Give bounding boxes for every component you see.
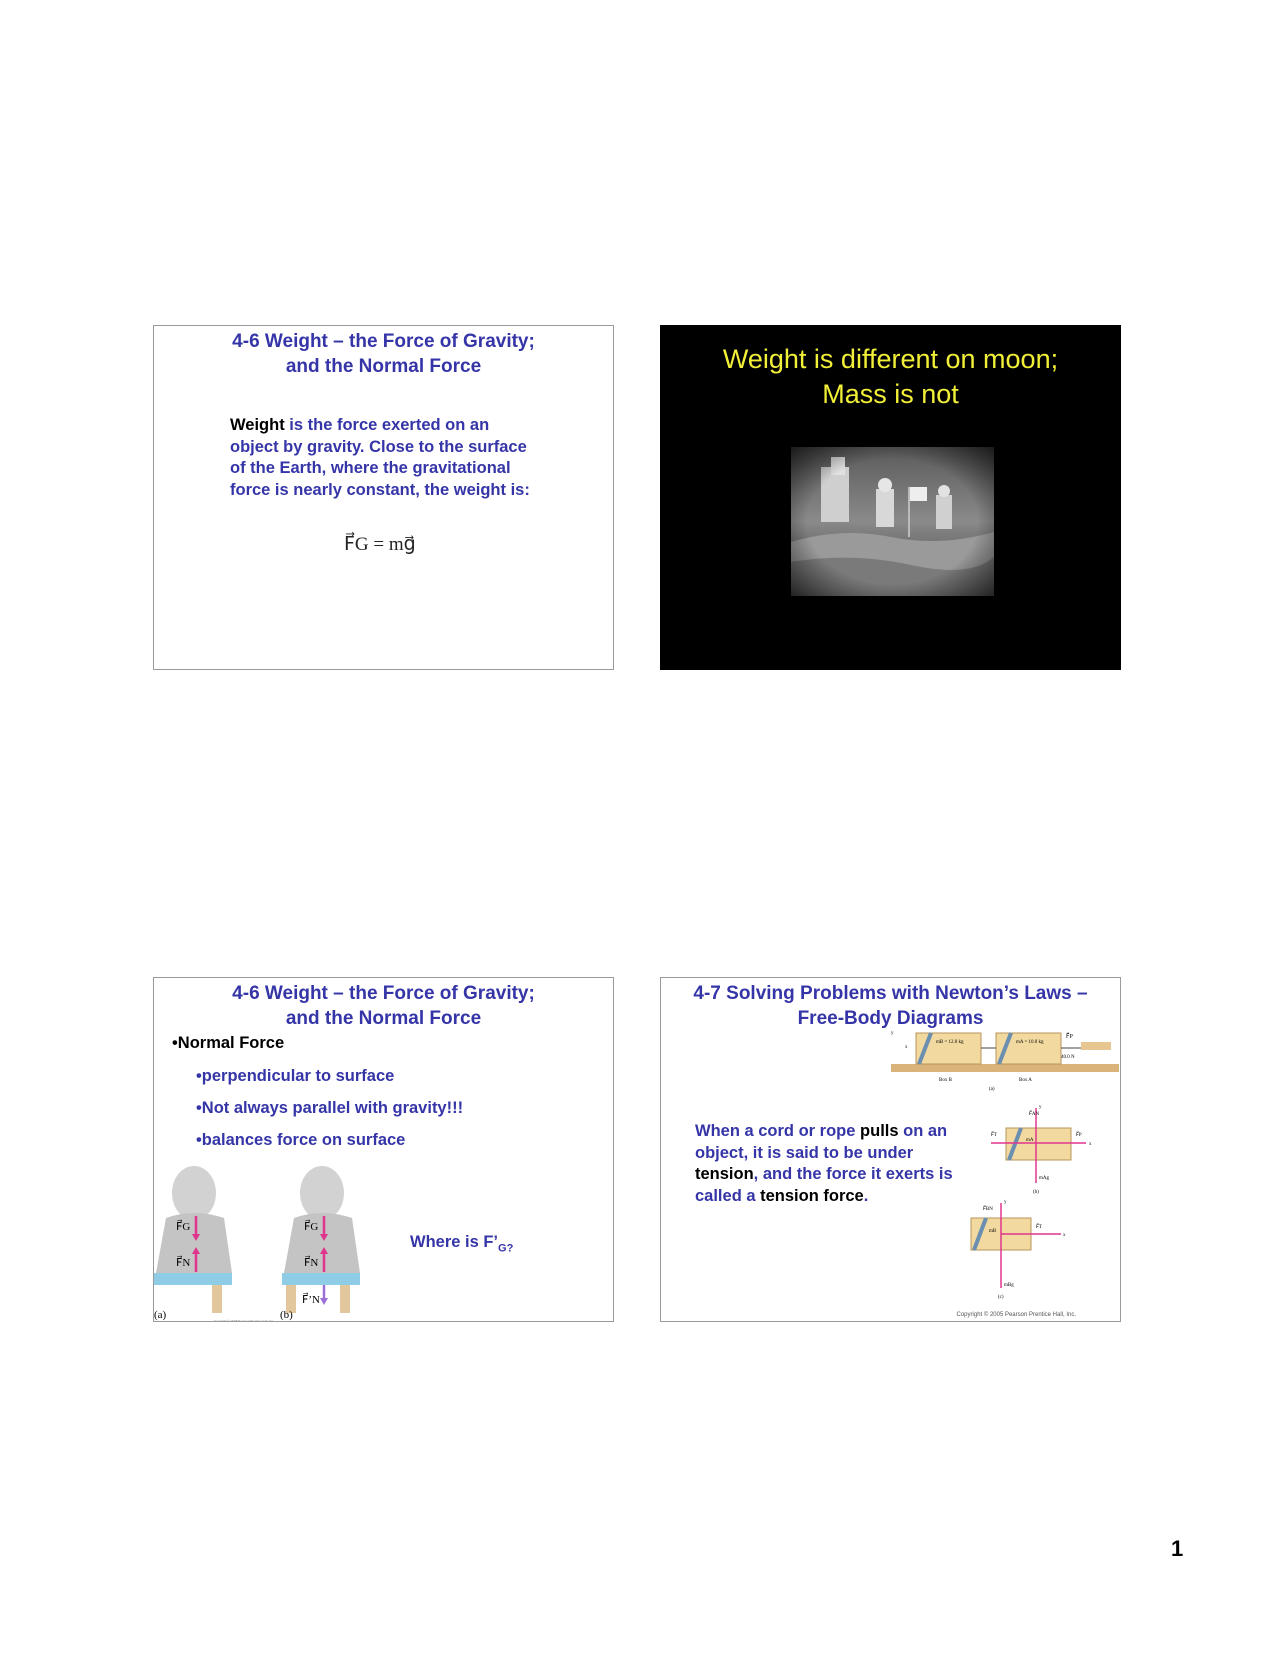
axis-x: x [1089,1142,1092,1147]
slide-free-body-diagrams [660,977,1121,1322]
force-value: 40.0 N [1061,1055,1075,1060]
boxB-mass: mB = 12.0 kg [936,1040,964,1045]
statue-figure-b [280,1166,360,1321]
bullet-not-parallel: •Not always parallel with gravity!!! [196,1099,464,1117]
title-line-2: Mass is not [822,379,959,409]
weight-formula: F⃗G = mg⃗ [344,534,416,555]
slide-title [661,342,1120,412]
title-line-2: Free-Body Diagrams [797,1008,984,1029]
title-line-2: and the Normal Force [285,356,482,377]
axis-y: y [1004,1200,1007,1205]
slide-moon-weight [660,325,1121,670]
statue-normal-force-figure [154,1158,444,1322]
title-line-1: 4-6 Weight – the Force of Gravity; [232,983,535,1004]
slide-title [661,981,1120,1031]
body-run: . [863,1186,869,1205]
bullet-perpendicular: •perpendicular to surface [196,1067,395,1085]
body-run: , and the force it exerts is called a [695,1165,953,1205]
boxes-diagram-a [891,1028,1119,1098]
mb-label: mB [989,1229,997,1234]
bullet-balances: •balances force on surface [196,1131,406,1149]
ma-label: mA [1026,1138,1034,1143]
title-line-1: 4-6 Weight – the Force of Gravity; [232,331,535,352]
mag-label: mAg [1039,1176,1049,1181]
fbn-label: F⃗BN [983,1207,993,1212]
ft-label: F⃗T [1036,1225,1042,1230]
boxB-label: Box B [939,1078,952,1083]
fan-label: F⃗AN [1029,1112,1040,1117]
slide-title [154,329,613,379]
label-fn-prime: F⃗’N [302,1294,320,1306]
slide-body-text [230,415,530,501]
where-text: Where is F’ [410,1233,499,1251]
label-fg-b: F⃗G [304,1221,319,1233]
title-line-1: Weight is different on moon; [722,344,1059,374]
axis-x: x [1063,1233,1066,1238]
label-fn-b: F⃗N [304,1257,319,1269]
mbg-label: mBg [1004,1283,1014,1288]
copyright-text: Copyright © 2005 Pearson Prentice Hall, Inc. [956,1312,1076,1318]
label-fn-a: F⃗N [176,1257,191,1269]
body-run-pulls: pulls [860,1122,899,1140]
diagram-a-label: (a) [989,1087,995,1092]
axis-y: y [891,1031,894,1036]
fp-label: F⃗P [1076,1133,1082,1138]
body-run: on an object, it is said to be under [695,1122,948,1162]
ft-label: F⃗T [991,1133,997,1138]
slide-weight-gravity [153,325,614,670]
axis-y: y [1039,1105,1042,1110]
axis-x: x [905,1045,908,1050]
where-subscript: G? [498,1242,514,1255]
body-run: When a cord or rope [695,1122,861,1140]
free-body-diagram-c [961,1198,1071,1308]
title-line-2: and the Normal Force [285,1008,482,1029]
figure-copyright: Copyright © 2005 Pearson Prentice Hall, Inc. [214,1319,274,1323]
fp-label: F⃗P [1066,1034,1073,1040]
body-run-tension: tension [695,1165,754,1183]
label-fg-a: F⃗G [176,1221,191,1233]
page-number: 1 [1171,1536,1184,1561]
slide-normal-force [153,977,614,1322]
bullet-normal-force: •Normal Force [172,1034,285,1052]
free-body-diagram-b [981,1103,1101,1198]
boxA-mass: mA = 10.0 kg [1016,1040,1044,1045]
tension-body-text [695,1121,960,1207]
boxA-label: Box A [1019,1078,1032,1083]
slide-title [154,981,613,1031]
diagram-c-label: (c) [998,1295,1004,1300]
title-line-1: 4-7 Solving Problems with Newton’s Laws – [693,983,1088,1004]
body-run-tension-force: tension force [760,1186,864,1205]
label-b: (b) [280,1309,293,1321]
weight-definition: is the force exerted on an object by gravity. Close to the surface of the Earth, where the gravitational force is nearly constant, the weight is: [230,416,530,499]
label-a: (a) [154,1309,167,1321]
diagram-b-label: (b) [1033,1190,1039,1195]
moon-landing-photo [791,447,994,596]
statue-figure-a [154,1166,232,1321]
weight-term: Weight [230,416,285,434]
